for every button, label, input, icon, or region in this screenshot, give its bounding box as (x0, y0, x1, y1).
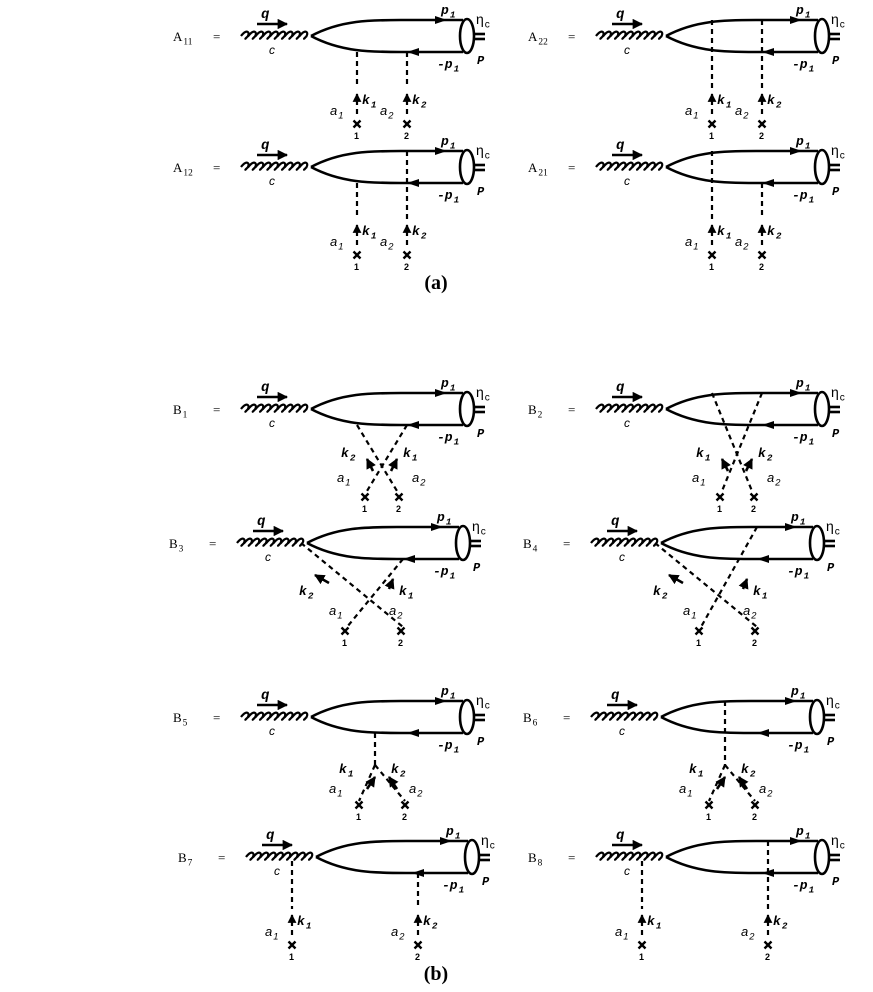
source-index: 1 (354, 262, 360, 272)
equals-sign: = (568, 160, 576, 175)
quark-line-upper (311, 20, 463, 36)
panel-B2 (528, 376, 845, 514)
source-cross (404, 121, 411, 128)
k-label: $k_2$ (773, 914, 788, 932)
panel-label: $A_{22}$ (528, 29, 548, 48)
a-label: $a_2$ (389, 603, 403, 621)
quark-line-upper (307, 527, 459, 543)
panel-label: $B_1$ (173, 402, 188, 421)
a-label: $a_1$ (685, 103, 699, 121)
quark-arrow-lower (407, 48, 419, 56)
source-index: 1 (354, 131, 360, 141)
source-cross (415, 942, 422, 949)
source-index: 1 (706, 812, 712, 822)
a-label: $a_2$ (735, 103, 749, 121)
equals-sign: = (568, 850, 576, 865)
k-label: $k_1$ (647, 914, 662, 932)
k-label: $k_1$ (717, 93, 732, 111)
source-cross (751, 494, 758, 501)
gluon-line (596, 32, 662, 39)
meson-blob (815, 392, 829, 426)
source-cross (709, 252, 716, 259)
panel-B3 (169, 510, 486, 648)
c-label: c (624, 43, 630, 57)
quark-line-upper (311, 151, 463, 167)
quark-arrow-lower (762, 421, 774, 429)
eta-c-label: $\eta_c$ (476, 142, 490, 162)
panel-B8 (528, 824, 845, 962)
eta-c-label: $\eta_c$ (826, 518, 840, 538)
quark-line-upper (666, 20, 818, 36)
source-cross (696, 628, 703, 635)
c-label: c (269, 724, 275, 738)
source-index: 2 (396, 504, 402, 514)
quark-line-upper (666, 841, 818, 857)
k-label: $k_1$ (362, 93, 377, 111)
q-label: q (261, 7, 270, 23)
caption-a: (a) (424, 272, 448, 294)
meson-blob (815, 19, 829, 53)
k-arrow (722, 459, 728, 471)
equals-sign: = (563, 536, 571, 551)
meson-blob (460, 392, 474, 426)
eta-c-label: $\eta_c$ (476, 384, 490, 404)
q-label: q (616, 138, 625, 154)
c-label: c (269, 174, 275, 188)
source-index: 1 (709, 262, 715, 272)
a-label: $a_1$ (679, 781, 693, 799)
source-cross (706, 802, 713, 809)
panel-B5 (173, 684, 490, 822)
source-cross (759, 252, 766, 259)
source-index: 2 (759, 262, 765, 272)
source-cross (354, 252, 361, 259)
k-label: $k_1$ (753, 584, 768, 602)
k-label: $k_2$ (653, 584, 668, 602)
source-cross (356, 802, 363, 809)
p1-label: $p_1$ (446, 824, 461, 842)
source-cross (709, 121, 716, 128)
k-label: $k_2$ (412, 224, 427, 242)
P-label: P (827, 735, 835, 749)
gluon-branch-1 (359, 765, 375, 801)
source-cross (765, 942, 772, 949)
panel-label: $A_{12}$ (173, 160, 193, 179)
meson-blob (460, 700, 474, 734)
panel-A11 (173, 3, 490, 141)
a-label: $a_1$ (329, 603, 343, 621)
gluon-line (591, 713, 657, 720)
source-index: 2 (404, 131, 410, 141)
gluon-line (241, 713, 307, 720)
k-label: $k_2$ (341, 446, 356, 464)
gluon-line (241, 405, 307, 412)
equals-sign: = (213, 710, 221, 725)
gluon-line (596, 163, 662, 170)
neg-p1-label: $-p_1$ (792, 878, 815, 896)
source-cross (752, 628, 759, 635)
quark-line-lower (661, 717, 813, 733)
c-label: c (619, 550, 625, 564)
quark-line-upper (311, 393, 463, 409)
quark-arrow-lower (407, 421, 419, 429)
neg-p1-label: $-p_1$ (437, 188, 460, 206)
source-index: 1 (639, 952, 645, 962)
meson-blob (460, 19, 474, 53)
k-arrow (389, 579, 393, 589)
c-label: c (269, 43, 275, 57)
k-label: $k_2$ (391, 762, 406, 780)
meson-blob (815, 150, 829, 184)
a-label: $a_1$ (692, 470, 706, 488)
P-label: P (482, 875, 490, 889)
c-label: c (624, 864, 630, 878)
q-label: q (616, 828, 625, 844)
P-label: P (477, 735, 485, 749)
p1-label: $p_1$ (437, 510, 452, 528)
quark-line-lower (316, 857, 468, 873)
eta-c-label: $\eta_c$ (831, 384, 845, 404)
equals-sign: = (568, 402, 576, 417)
P-label: P (827, 561, 835, 575)
gluon-line (241, 32, 307, 39)
a-label: $a_2$ (391, 924, 405, 942)
c-label: c (624, 174, 630, 188)
crossed-gluon-1 (712, 393, 752, 491)
equals-sign: = (568, 29, 576, 44)
meson-blob (460, 150, 474, 184)
eta-c-label: $\eta_c$ (826, 692, 840, 712)
c-label: c (624, 416, 630, 430)
quark-line-lower (666, 857, 818, 873)
equals-sign: = (218, 850, 226, 865)
panel-label: $B_4$ (523, 536, 538, 555)
panel-label: $B_7$ (178, 850, 193, 869)
neg-p1-label: $-p_1$ (437, 738, 460, 756)
equals-sign: = (209, 536, 217, 551)
equals-sign: = (213, 402, 221, 417)
q-label: q (257, 514, 266, 530)
meson-blob (810, 526, 824, 560)
panel-A12 (173, 134, 490, 272)
k-label: $k_1$ (403, 446, 418, 464)
source-index: 2 (752, 638, 758, 648)
P-label: P (477, 427, 485, 441)
quark-line-lower (666, 409, 818, 425)
P-label: P (832, 427, 840, 441)
panel-A22 (528, 3, 845, 141)
k-label: $k_2$ (767, 93, 782, 111)
c-label: c (269, 416, 275, 430)
k-arrow (669, 575, 683, 583)
k-label: $k_1$ (339, 762, 354, 780)
c-label: c (619, 724, 625, 738)
quark-line-upper (666, 393, 818, 409)
a-label: $a_2$ (743, 603, 757, 621)
crossed-gluon-1 (357, 425, 397, 491)
source-cross (639, 942, 646, 949)
quark-arrow-lower (403, 555, 415, 563)
q-label: q (261, 380, 270, 396)
p1-label: $p_1$ (796, 376, 811, 394)
P-label: P (832, 185, 840, 199)
source-cross (752, 802, 759, 809)
a-label: $a_1$ (685, 234, 699, 252)
gluon-line (596, 853, 662, 860)
k-label: $k_2$ (299, 584, 314, 602)
panel-label: $B_6$ (523, 710, 538, 729)
equals-sign: = (213, 160, 221, 175)
k-arrow (367, 459, 373, 471)
a-label: $a_2$ (741, 924, 755, 942)
p1-label: $p_1$ (796, 824, 811, 842)
k-label: $k_2$ (423, 914, 438, 932)
gluon-line (596, 405, 662, 412)
q-label: q (611, 514, 620, 530)
neg-p1-label: $-p_1$ (792, 430, 815, 448)
a-label: $a_1$ (683, 603, 697, 621)
source-index: 1 (717, 504, 723, 514)
source-index: 1 (356, 812, 362, 822)
P-label: P (473, 561, 481, 575)
source-index: 2 (752, 812, 758, 822)
eta-c-label: $\eta_c$ (831, 11, 845, 31)
eta-c-label: $\eta_c$ (831, 142, 845, 162)
a-label: $a_2$ (759, 781, 773, 799)
panel-label: $A_{11}$ (173, 29, 193, 48)
a-label: $a_2$ (409, 781, 423, 799)
neg-p1-label: $-p_1$ (437, 57, 460, 75)
meson-blob (465, 840, 479, 874)
source-cross (398, 628, 405, 635)
neg-p1-label: $-p_1$ (787, 738, 810, 756)
equals-sign: = (213, 29, 221, 44)
eta-c-label: $\eta_c$ (481, 832, 495, 852)
p1-label: $p_1$ (791, 684, 806, 702)
quark-arrow-lower (407, 729, 419, 737)
source-cross (759, 121, 766, 128)
quark-line-upper (316, 841, 468, 857)
source-index: 1 (709, 131, 715, 141)
source-index: 2 (415, 952, 421, 962)
a-label: $a_2$ (380, 234, 394, 252)
a-label: $a_1$ (329, 781, 343, 799)
quark-arrow-lower (407, 179, 419, 187)
k-label: $k_2$ (741, 762, 756, 780)
panel-A21 (528, 134, 845, 272)
P-label: P (832, 54, 840, 68)
source-index: 1 (289, 952, 295, 962)
k-arrow (391, 459, 397, 471)
panel-B7 (178, 824, 495, 962)
eta-c-label: $\eta_c$ (476, 692, 490, 712)
neg-p1-label: $-p_1$ (792, 57, 815, 75)
source-cross (402, 802, 409, 809)
q-label: q (616, 380, 625, 396)
quark-line-lower (666, 36, 818, 52)
a-label: $a_1$ (615, 924, 629, 942)
q-label: q (611, 688, 620, 704)
source-cross (362, 494, 369, 501)
eta-c-label: $\eta_c$ (476, 11, 490, 31)
meson-blob (810, 700, 824, 734)
caption-b: (b) (423, 963, 449, 985)
a-label: $a_2$ (735, 234, 749, 252)
k-label: $k_2$ (758, 446, 773, 464)
a-label: $a_1$ (330, 234, 344, 252)
crossed-gluon-2 (722, 393, 762, 491)
gluon-line (246, 853, 312, 860)
P-label: P (477, 185, 485, 199)
meson-blob (456, 526, 470, 560)
k-label: $k_2$ (412, 93, 427, 111)
c-label: c (265, 550, 271, 564)
panel-label: $A_{21}$ (528, 160, 548, 179)
panel-B6 (523, 684, 840, 822)
k-label: $k_1$ (399, 584, 414, 602)
a-label: $a_1$ (330, 103, 344, 121)
k-label: $k_1$ (717, 224, 732, 242)
quark-line-lower (666, 167, 818, 183)
source-index: 2 (765, 952, 771, 962)
p1-label: $p_1$ (796, 3, 811, 21)
quark-arrow-lower (762, 48, 774, 56)
k-label: $k_1$ (297, 914, 312, 932)
crossed-gluon-2 (367, 425, 407, 491)
neg-p1-label: $-p_1$ (433, 564, 456, 582)
neg-p1-label: $-p_1$ (787, 564, 810, 582)
source-index: 2 (398, 638, 404, 648)
neg-p1-label: $-p_1$ (792, 188, 815, 206)
panel-label: $B_3$ (169, 536, 184, 555)
a-label: $a_2$ (412, 470, 426, 488)
gluon-branch-1 (709, 765, 725, 801)
q-label: q (261, 138, 270, 154)
meson-blob (815, 840, 829, 874)
P-label: P (477, 54, 485, 68)
panel-B1 (173, 376, 490, 514)
quark-line-lower (307, 543, 459, 559)
equals-sign: = (563, 710, 571, 725)
p1-label: $p_1$ (441, 134, 456, 152)
k-label: $k_2$ (767, 224, 782, 242)
gluon-line (241, 163, 307, 170)
quark-line-upper (661, 701, 813, 717)
source-index: 2 (404, 262, 410, 272)
eta-c-label: $\eta_c$ (831, 832, 845, 852)
source-index: 2 (759, 131, 765, 141)
q-label: q (261, 688, 270, 704)
source-cross (396, 494, 403, 501)
c-label: c (274, 864, 280, 878)
p1-label: $p_1$ (441, 3, 456, 21)
source-cross (717, 494, 724, 501)
panel-label: $B_2$ (528, 402, 543, 421)
P-label: P (832, 875, 840, 889)
eta-c-label: $\eta_c$ (472, 518, 486, 538)
quark-arrow-lower (757, 555, 769, 563)
p1-label: $p_1$ (791, 510, 806, 528)
panel-label: $B_5$ (173, 710, 188, 729)
gluon-line (591, 539, 657, 546)
quark-line-lower (311, 167, 463, 183)
k-label: $k_1$ (362, 224, 377, 242)
k-arrow (746, 459, 752, 471)
source-cross (289, 942, 296, 949)
quark-line-lower (311, 717, 463, 733)
p1-label: $p_1$ (796, 134, 811, 152)
q-label: q (616, 7, 625, 23)
a-label: $a_1$ (265, 924, 279, 942)
quark-line-upper (661, 527, 813, 543)
panel-label: $B_8$ (528, 850, 543, 869)
source-index: 1 (696, 638, 702, 648)
panel-B4 (523, 510, 840, 648)
k-label: $k_1$ (689, 762, 704, 780)
gluon-from-gluon (301, 543, 403, 627)
p1-label: $p_1$ (441, 376, 456, 394)
gluon-line (237, 539, 303, 546)
k-arrow (743, 579, 747, 589)
quark-line-lower (311, 36, 463, 52)
source-index: 2 (402, 812, 408, 822)
source-index: 1 (362, 504, 368, 514)
quark-line-upper (311, 701, 463, 717)
source-cross (354, 121, 361, 128)
quark-arrow-lower (762, 179, 774, 187)
source-cross (404, 252, 411, 259)
k-arrow (315, 575, 329, 583)
source-index: 1 (342, 638, 348, 648)
quark-line-lower (661, 543, 813, 559)
quark-line-upper (666, 151, 818, 167)
k-label: $k_1$ (696, 446, 711, 464)
quark-arrow-lower (757, 729, 769, 737)
quark-line-lower (311, 409, 463, 425)
p1-label: $p_1$ (441, 684, 456, 702)
a-label: $a_1$ (337, 470, 351, 488)
source-cross (342, 628, 349, 635)
source-index: 2 (751, 504, 757, 514)
a-label: $a_2$ (380, 103, 394, 121)
neg-p1-label: $-p_1$ (442, 878, 465, 896)
a-label: $a_2$ (767, 470, 781, 488)
gluon-from-gluon (655, 543, 757, 627)
neg-p1-label: $-p_1$ (437, 430, 460, 448)
q-label: q (266, 828, 275, 844)
